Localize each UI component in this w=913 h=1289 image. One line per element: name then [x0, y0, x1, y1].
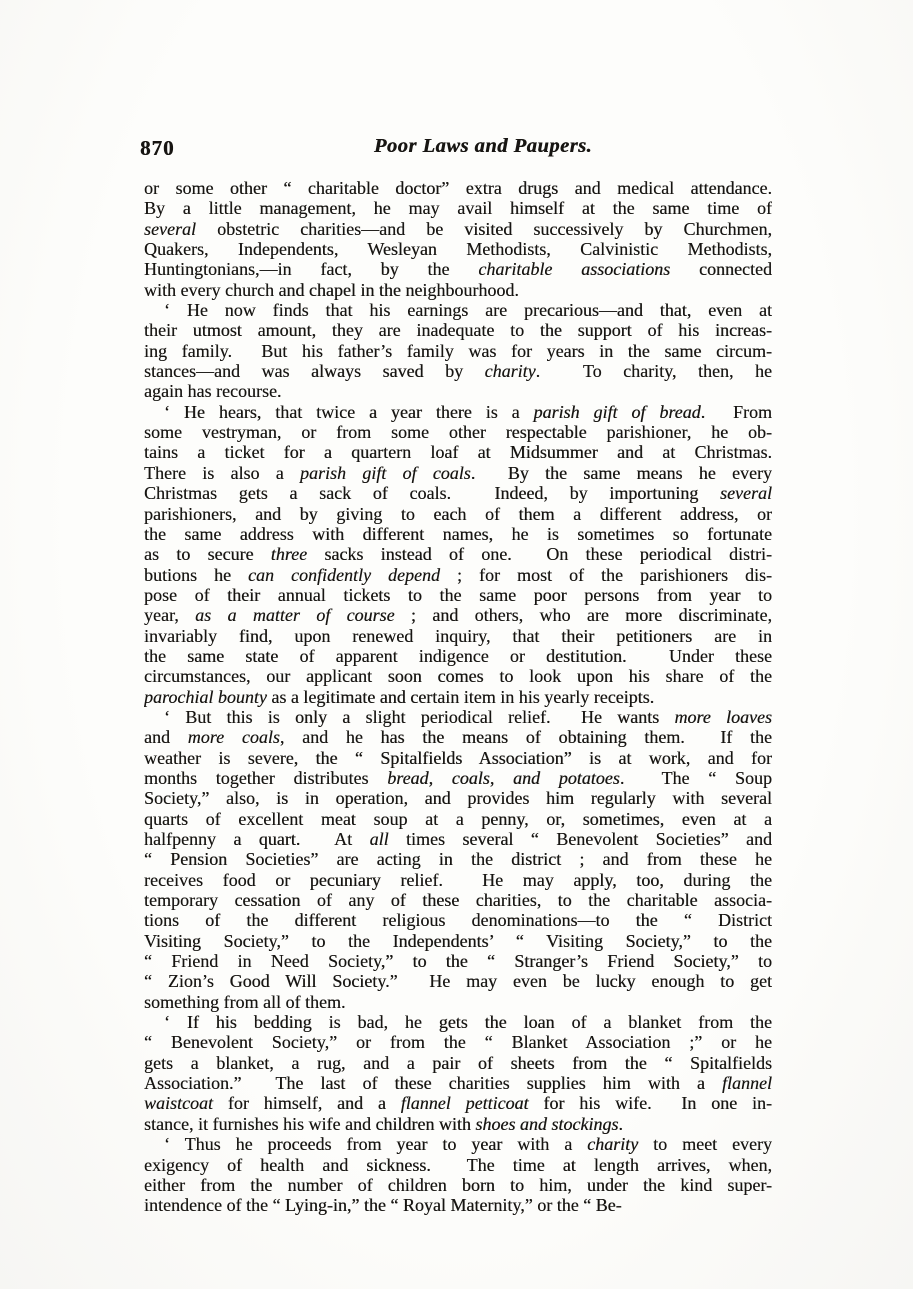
page-number: 870: [140, 136, 175, 160]
body-text: receives food or pecuniary relief. He may apply, too, during the: [144, 869, 772, 890]
text-line: [144, 809, 772, 829]
body-text: year,: [144, 605, 196, 626]
italic-text: flannel petticoat: [400, 1093, 529, 1114]
body-text: Association.” The last of these charities supplies him with a: [144, 1073, 722, 1094]
text-line: [144, 198, 772, 218]
text-line: [144, 951, 772, 971]
body-text: with every church and chapel in the neighbourhood.: [144, 279, 519, 300]
body-text: ; for most of the parishioners dis-: [439, 564, 772, 585]
text-line: [144, 442, 772, 462]
body-text: . To charity, then, he: [535, 361, 772, 382]
text-line: [144, 870, 772, 890]
italic-text: flannel: [722, 1073, 772, 1094]
body-text: Quakers, Independents, Wesleyan Methodists, Calvinistic Methodists,: [144, 239, 772, 260]
body-text: ing family. But his father’s family was for years in the same circum-: [144, 340, 772, 361]
text-line: [144, 422, 772, 442]
body-text: circumstances, our applicant soon comes to look upon his share of the: [144, 666, 772, 687]
text-line: [144, 748, 772, 768]
text-line: [144, 849, 772, 869]
text-line: [144, 829, 772, 849]
body-text: Society,” also, is in operation, and provides him regularly with several: [144, 788, 772, 809]
italic-text: shoes and stockings: [475, 1113, 619, 1134]
body-text: again has recourse.: [144, 381, 282, 402]
text-line: [144, 890, 772, 910]
body-text: obstetric charities—and be visited successively by Churchmen,: [195, 218, 772, 239]
text-line: [144, 626, 772, 646]
body-text: tains a ticket for a quartern loaf at Midsummer and at Christmas.: [144, 442, 772, 463]
body-text: , and he has the means of obtaining them. If the: [279, 727, 772, 748]
italic-text: three: [270, 544, 308, 565]
italic-text: charity: [587, 1134, 639, 1155]
italic-text: waistcoat: [144, 1093, 214, 1114]
text-line: [144, 1134, 772, 1154]
body-text: stance, it furnishes his wife and children with: [144, 1113, 476, 1134]
body-text: or some other “ charitable doctor” extra drugs and medical attendance.: [144, 178, 772, 198]
body-text: connected: [670, 259, 772, 280]
body-text: temporary cessation of any of these charities, to the charitable associa-: [144, 890, 772, 911]
body-text: the same address with different names, he is sometimes so fortunate: [144, 523, 772, 544]
body-text: ‘ If his bedding is bad, he gets the loan of a blanket from the: [164, 1012, 772, 1033]
text-line: [144, 1114, 772, 1134]
paragraph: [144, 1134, 772, 1215]
text-line: [144, 687, 772, 707]
text-line: [144, 1155, 772, 1175]
body-text: Visiting Society,” to the Independents’ “ Visiting Society,” to the: [144, 930, 772, 951]
text-line: [144, 239, 772, 259]
body-text: gets a blanket, a rug, and a pair of sheets from the “ Spitalfields: [144, 1052, 772, 1073]
italic-text: more loaves: [674, 706, 772, 727]
text-line: [144, 280, 772, 300]
text-line: [144, 178, 772, 198]
paragraph: [144, 178, 772, 300]
body-text: halfpenny a quart. At: [144, 829, 370, 849]
body-text: weather is severe, the “ Spitalfields Association” is at work, and for: [144, 747, 772, 768]
body-text: . By the same means he every: [470, 462, 772, 483]
text-line: [144, 341, 772, 361]
body-text: the same state of apparent indigence or destitution. Under these: [144, 645, 772, 666]
italic-text: parish gift of bread: [533, 401, 701, 422]
text-line: [144, 524, 772, 544]
text-line: [144, 402, 772, 422]
body-text: pose of their annual tickets to the same poor persons from year to: [144, 584, 772, 605]
italic-text: parish gift of coals: [299, 462, 471, 483]
italic-text: several: [720, 483, 772, 504]
body-text: months together distributes: [144, 767, 388, 788]
body-text: something from all of them.: [144, 991, 346, 1012]
body-text: ‘ Thus he proceeds from year to year with a: [164, 1134, 588, 1155]
paragraph: [144, 300, 772, 402]
body-text: ‘ He hears, that twice a year there is a: [164, 401, 534, 422]
body-text: tions of the different religious denominations—to the “ District: [144, 910, 772, 931]
italic-text: bread, coals, and potatoes: [387, 767, 620, 788]
text-line: [144, 1053, 772, 1073]
text-line: [144, 666, 772, 686]
text-line: [144, 1073, 772, 1093]
body-text: .: [618, 1113, 623, 1134]
text-line: [144, 259, 772, 279]
body-text: “ Zion’s Good Will Society.” He may even be lucky enough to get: [144, 971, 772, 992]
text-line: [144, 1012, 772, 1032]
text-line: [144, 707, 772, 727]
body-text: Christmas gets a sack of coals. Indeed, by importuning: [144, 483, 721, 504]
text-line: [144, 504, 772, 524]
text-line: [144, 931, 772, 951]
text-line: [144, 910, 772, 930]
paragraph: [144, 707, 772, 1012]
body-text: invariably find, upon renewed inquiry, that their petitioners are in: [144, 625, 772, 646]
text-line: [144, 463, 772, 483]
body-text: “ Friend in Need Society,” to the “ Stranger’s Friend Society,” to: [144, 951, 772, 972]
italic-text: more coals: [187, 727, 280, 748]
body-text: stances—and was always saved by: [144, 361, 485, 382]
text-line: [144, 646, 772, 666]
text-line: [144, 1093, 772, 1113]
body-text: either from the number of children born to him, under the kind super-: [144, 1174, 772, 1195]
body-text: parishioners, and by giving to each of them a different address, or: [144, 503, 772, 524]
italic-text: charitable associations: [478, 259, 671, 280]
body-text: for his wife. In one in-: [528, 1093, 772, 1114]
body-text: and: [144, 727, 188, 748]
italic-text: all: [369, 829, 389, 849]
body-text: ; and others, who are more discriminate,: [394, 605, 772, 626]
text-line: [144, 585, 772, 605]
text-line: [144, 1032, 772, 1052]
paragraph: [144, 1012, 772, 1134]
body-text: times several “ Benevolent Societies” and: [388, 829, 772, 849]
body-text: . The “ Soup: [619, 767, 772, 788]
body-text: There is also a: [144, 462, 300, 483]
body-text: as a legitimate and certain item in his yearly receipts.: [266, 686, 655, 707]
body-text: By a little management, he may avail himself at the same time of: [144, 198, 772, 219]
text-block: [144, 178, 772, 1216]
text-line: [144, 300, 772, 320]
italic-text: several: [144, 218, 196, 239]
italic-text: charity: [484, 361, 536, 382]
body-text: sacks instead of one. On these periodical distri-: [307, 544, 772, 565]
italic-text: can confidently depend: [248, 564, 440, 585]
body-text: Huntingtonians,—in fact, by the: [144, 259, 479, 280]
text-line: [144, 1195, 772, 1215]
text-line: [144, 219, 772, 239]
body-text: to meet every: [638, 1134, 772, 1155]
text-line: [144, 1175, 772, 1195]
running-title: Poor Laws and Paupers.: [373, 135, 593, 157]
body-text: ‘ But this is only a slight periodical relief. He wants: [164, 706, 675, 727]
body-text: exigency of health and sickness. The time at length arrives, when,: [144, 1154, 772, 1175]
text-line: [144, 768, 772, 788]
text-line: [144, 544, 772, 564]
text-line: [144, 320, 772, 340]
text-line: [144, 992, 772, 1012]
italic-text: parochial bounty: [144, 686, 267, 707]
text-line: [144, 483, 772, 503]
body-text: butions he: [144, 564, 249, 585]
body-text: as to secure: [144, 544, 271, 565]
body-text: quarts of excellent meat soup at a penny, or, sometimes, even at a: [144, 808, 772, 829]
body-text: “ Benevolent Society,” or from the “ Blanket Association ;” or he: [144, 1032, 772, 1053]
body-text: ‘ He now finds that his earnings are precarious—and that, even at: [164, 300, 772, 321]
body-text: intendence of the “ Lying-in,” the “ Royal Maternity,” or the “ Be-: [144, 1195, 622, 1216]
body-text: “ Pension Societies” are acting in the district ; and from these he: [144, 849, 772, 870]
text-line: [144, 605, 772, 625]
text-line: [144, 381, 772, 401]
italic-text: as a matter of course: [195, 605, 395, 626]
body-text: for himself, and a: [213, 1093, 401, 1114]
body-text: some vestryman, or from some other respectable parishioner, he ob-: [144, 422, 772, 443]
paragraph: [144, 402, 772, 707]
text-line: [144, 565, 772, 585]
text-line: [144, 971, 772, 991]
text-line: [144, 361, 772, 381]
body-text: their utmost amount, they are inadequate to the support of his increas-: [144, 320, 772, 341]
text-line: [144, 727, 772, 747]
body-text: . From: [700, 401, 772, 422]
text-line: [144, 788, 772, 808]
